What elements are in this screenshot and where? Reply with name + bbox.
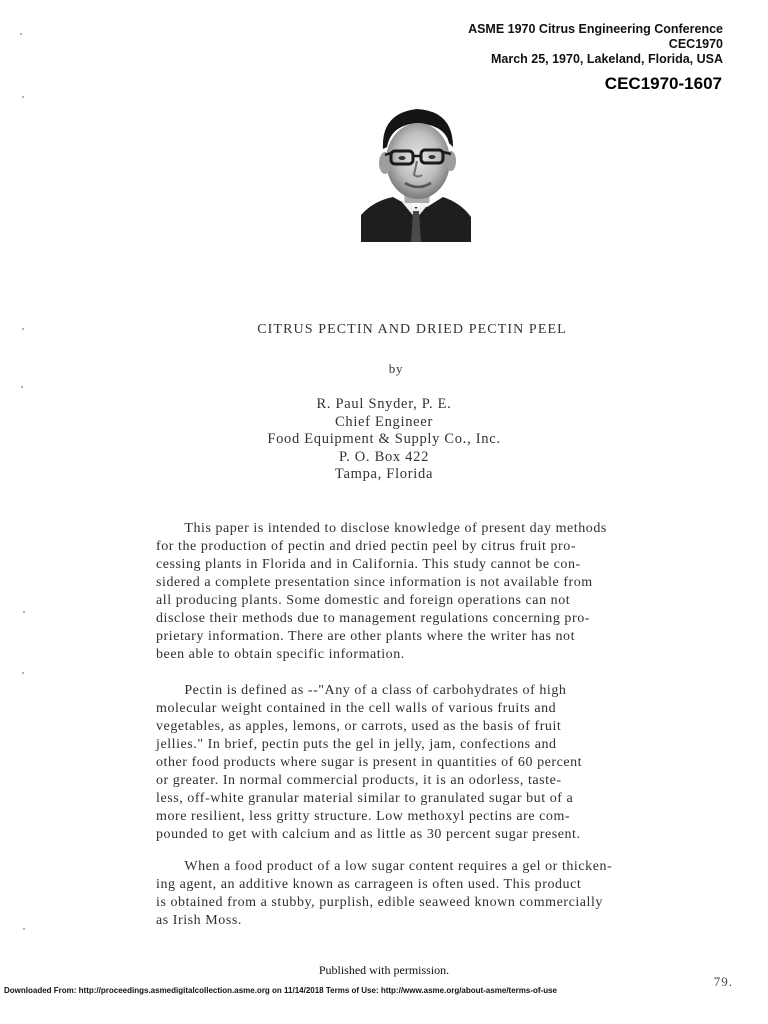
paragraph-line: vegetables, as apples, lemons, or carrots, used as the basis of fruit <box>156 719 562 734</box>
scan-speck <box>20 33 22 35</box>
scan-speck <box>22 328 24 330</box>
published-note: Published with permission. <box>318 963 450 977</box>
paragraph-carrageen <box>156 858 711 930</box>
author-position: Chief Engineer <box>335 413 433 430</box>
paragraph-line: sidered a complete presentation since information is not available from <box>156 575 593 590</box>
paragraph-line: as Irish Moss. <box>156 913 242 928</box>
paragraph-line: ing agent, an additive known as carrageen is often used. This product <box>156 877 582 892</box>
author-city: Tampa, Florida <box>334 466 434 482</box>
paragraph-line: Pectin is defined as --"Any of a class of carbohydrates of high <box>156 683 567 698</box>
author-portrait <box>361 103 471 242</box>
paragraph-line: disclose their methods due to management regulations concerning pro- <box>156 611 590 626</box>
paragraph-line: all producing plants. Some domestic and foreign operations can not <box>156 593 571 608</box>
author-portrait-image <box>361 103 471 242</box>
paragraph-pectin-definition <box>156 682 711 844</box>
paragraph-line: been able to obtain specific information. <box>156 647 405 662</box>
page-number: 79. <box>713 974 733 989</box>
paragraph-intro <box>156 520 711 664</box>
paragraph-line: prietary information. There are other plants where the writer has not <box>156 629 576 644</box>
scan-speck <box>23 928 25 930</box>
paper-id: CEC1970-1607 <box>604 74 722 93</box>
paragraph-line: less, off-white granular material similar to granulated sugar but of a <box>156 791 574 806</box>
paragraph-line: more resilient, less gritty structure. Low methoxyl pectins are com- <box>156 809 571 824</box>
paragraph-line: is obtained from a stubby, purplish, edible seaweed known commercially <box>156 895 603 910</box>
paper-title: CITRUS PECTIN AND DRIED PECTIN PEEL <box>257 322 567 337</box>
paragraph-line: molecular weight contained in the cell walls of various fruits and <box>156 701 557 716</box>
scan-speck <box>22 672 24 674</box>
paragraph-line: other food products where sugar is present in quantities of 60 percent <box>156 755 583 770</box>
conference-name: ASME 1970 Citrus Engineering Conference <box>468 22 723 36</box>
author-company: Food Equipment & Supply Co., Inc. <box>267 431 501 447</box>
scan-speck <box>22 96 24 98</box>
paragraph-line: for the production of pectin and dried pectin peel by citrus fruit pro- <box>156 539 577 554</box>
scan-speck <box>21 386 23 388</box>
download-footer: Downloaded From: http://proceedings.asmedigitalcollection.asme.org on 11/14/2018 Terms of Use: http://www.asme.org/about-asme/terms-of-use <box>4 986 557 995</box>
by-line: by <box>388 361 404 376</box>
scan-speck <box>23 611 25 613</box>
author-po-box: P. O. Box 422 <box>338 448 430 465</box>
conference-header <box>468 22 723 67</box>
conference-date-location: March 25, 1970, Lakeland, Florida, USA <box>490 52 723 66</box>
paragraph-line: When a food product of a low sugar content requires a gel or thicken- <box>156 859 613 874</box>
author-block <box>0 396 768 484</box>
conference-code: CEC1970 <box>668 37 723 51</box>
paragraph-line: This paper is intended to disclose knowledge of present day methods <box>156 521 607 536</box>
paragraph-line: pounded to get with calcium and as little as 30 percent sugar present. <box>156 827 581 842</box>
paragraph-line: cessing plants in Florida and in California. This study cannot be con- <box>156 557 581 572</box>
author-name: R. Paul Snyder, P. E. <box>316 396 452 412</box>
paragraph-line: or greater. In normal commercial products, it is an odorless, taste- <box>156 773 562 788</box>
paragraph-line: jellies." In brief, pectin puts the gel in jelly, jam, confections and <box>156 737 557 752</box>
